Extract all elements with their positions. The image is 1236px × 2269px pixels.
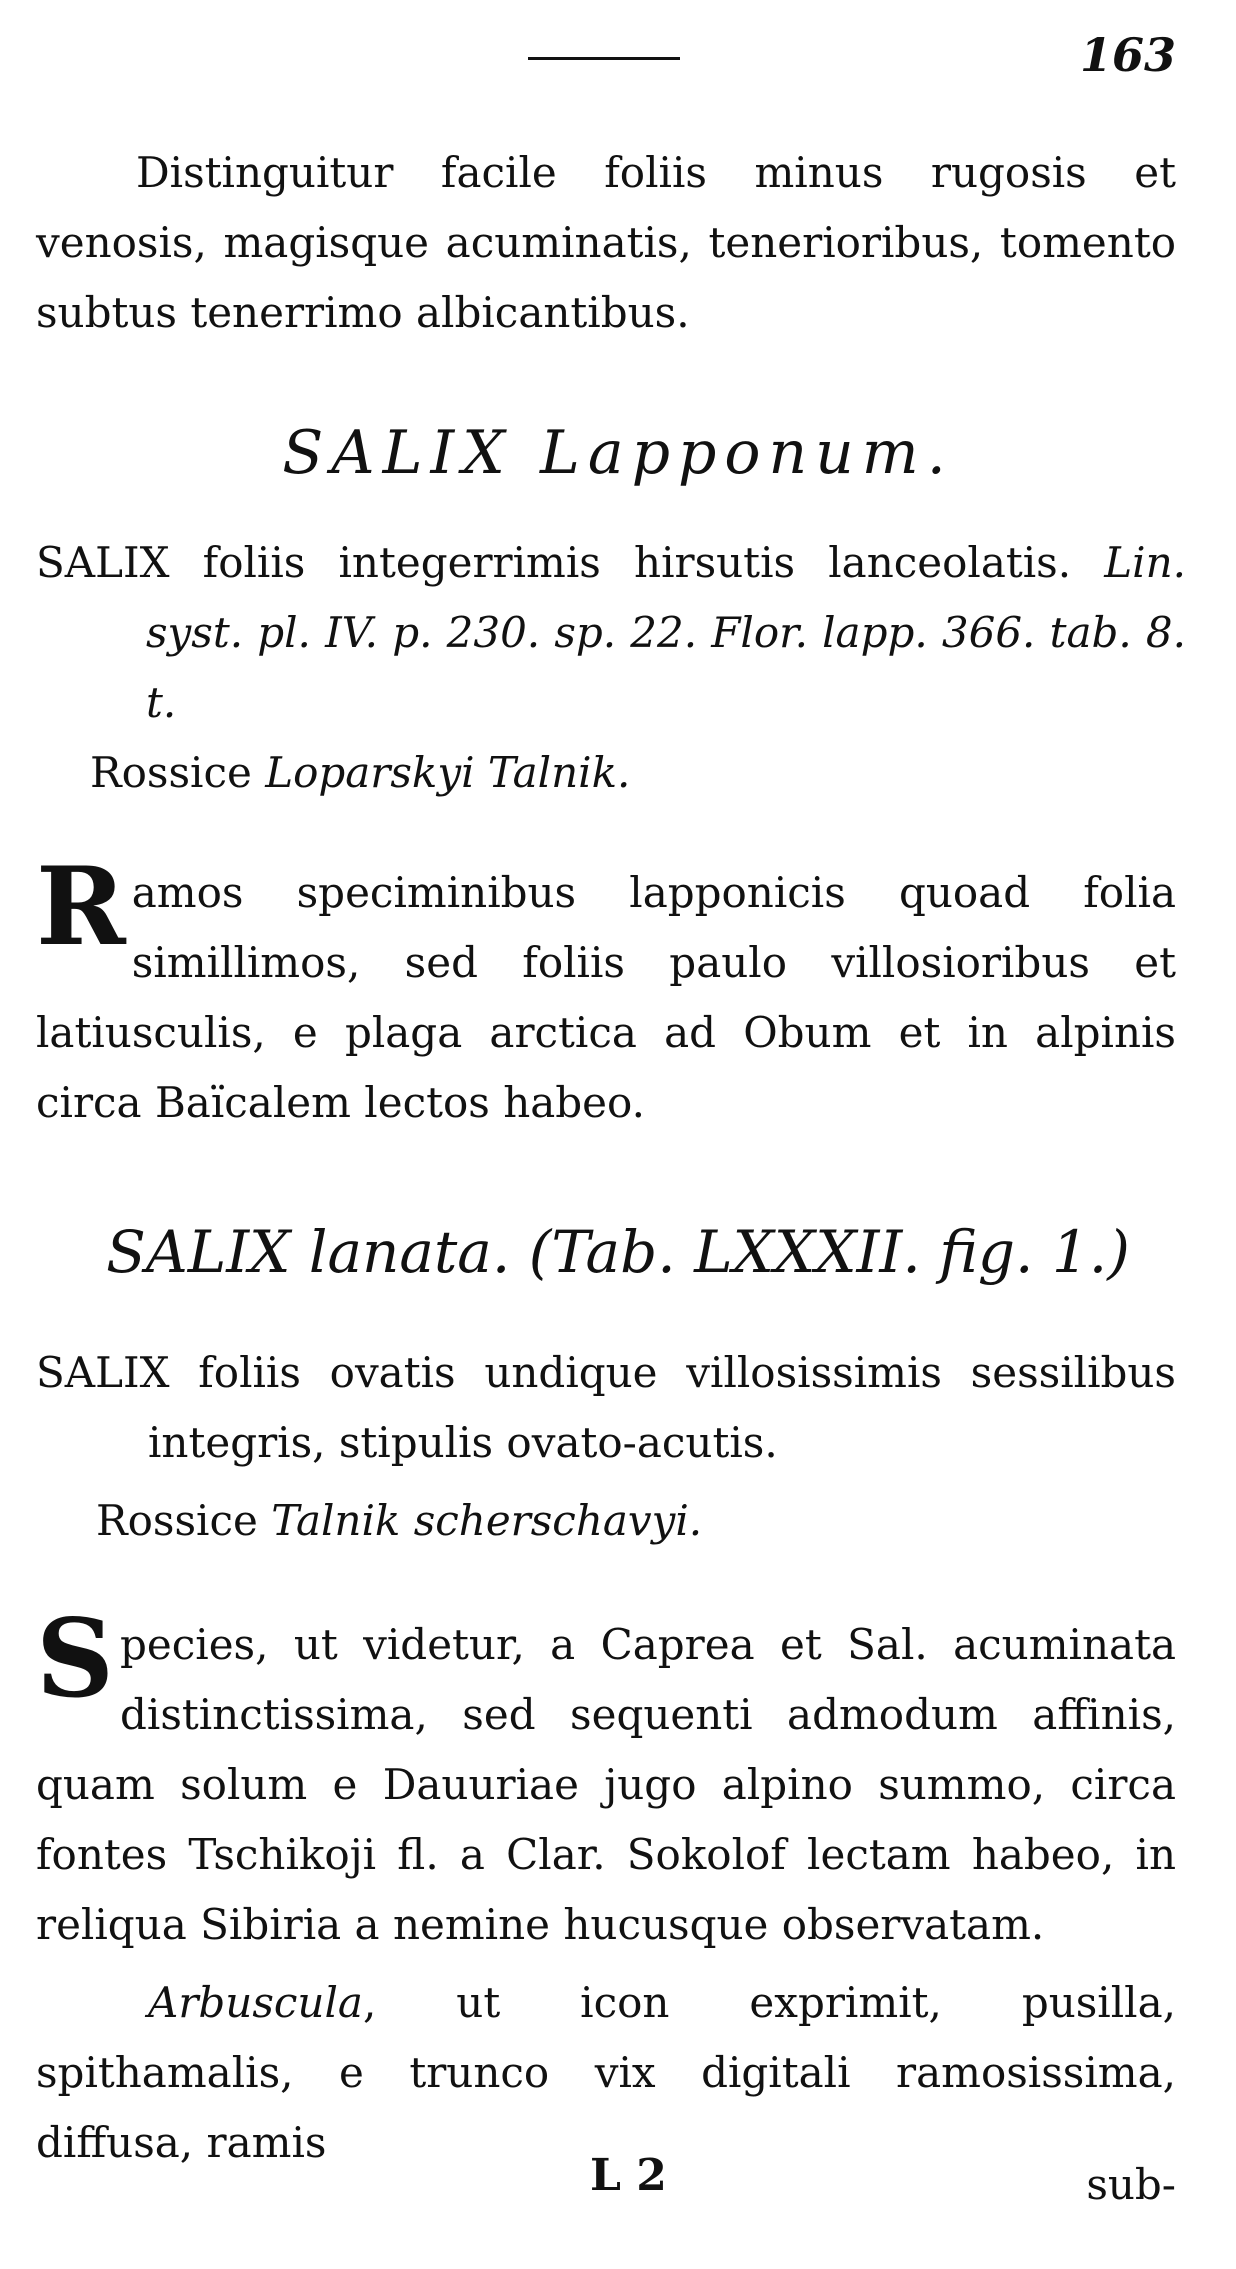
section2-russian xyxy=(36,1486,1176,1556)
header-rule xyxy=(528,57,680,60)
section1-heading-block xyxy=(0,418,1236,488)
signature-mark: L 2 xyxy=(590,2150,667,2201)
intro-block xyxy=(0,138,1236,348)
section2-russian-name: Talnik scherschavyi. xyxy=(271,1496,703,1545)
section2-dropcap: S xyxy=(36,1596,114,1722)
section2-heading-block xyxy=(0,1218,1236,1286)
section2-diagnosis-block xyxy=(0,1338,1236,1556)
section1-russian xyxy=(36,738,1186,808)
section2-russian-prefix: Rossice xyxy=(96,1496,258,1545)
section1-body xyxy=(36,844,1176,1138)
section2-diagnosis: SALIX foliis ovatis undique villosissimis sessilibus integris, stipulis ovato-acutis. xyxy=(36,1348,1176,1467)
section1-dropcap: R xyxy=(36,844,126,970)
section2-arbuscula xyxy=(36,1968,1176,2178)
section2-arbuscula-word: Arbuscula xyxy=(148,1978,363,2027)
section2-heading: SALIX lanata. (Tab. LXXXII. fig. 1.) xyxy=(106,1218,1130,1286)
intro-paragraph: Distinguitur facile foliis minus rugosis et venosis, magisque acuminatis, tenerioribus, tomento subtus tenerrimo albicantibus. xyxy=(36,148,1176,337)
section1-body-text: amos speciminibus lapponicis quoad folia simillimos, sed foliis paulo villosioribus et latiusculis, e plaga arctica ad Obum et in alpinis circa Baïcalem lectos habeo. xyxy=(36,868,1176,1127)
section1-diagnosis-block xyxy=(0,528,1236,808)
section1-diagnosis xyxy=(36,528,1186,738)
section2-body xyxy=(36,1596,1176,1960)
section1-body-block xyxy=(0,844,1236,1138)
catchword: sub- xyxy=(1086,2160,1176,2209)
section2-arbuscula-text: , ut icon exprimit, pusilla, spithamalis, e trunco vix digitali ramosissima, diffusa, ramis xyxy=(36,1978,1176,2167)
section1-heading: SALIX Lapponum. xyxy=(282,418,954,488)
section2-body-text: pecies, ut videtur, a Caprea et Sal. acuminata distinctissima, sed sequenti admodum affinis, quam solum e Dauuriae jugo alpino summo, circa fontes Tschikoji fl. a Clar. Sokolof lectam habeo, in reliqua Sibiria a nemine hucusque observatam. xyxy=(36,1620,1176,1949)
page-number: 163 xyxy=(1079,28,1176,82)
section2-body-block xyxy=(0,1596,1236,2178)
section1-russian-name: Loparskyi Talnik. xyxy=(265,748,631,797)
section1-russian-prefix: Rossice xyxy=(90,748,252,797)
section1-diagnosis-text: SALIX foliis integerrimis hirsutis lanceolatis. xyxy=(36,538,1072,587)
section1-reference: Lin. syst. pl. IV. p. 230. sp. 22. Flor. lapp. 366. tab. 8. t. xyxy=(146,538,1186,727)
